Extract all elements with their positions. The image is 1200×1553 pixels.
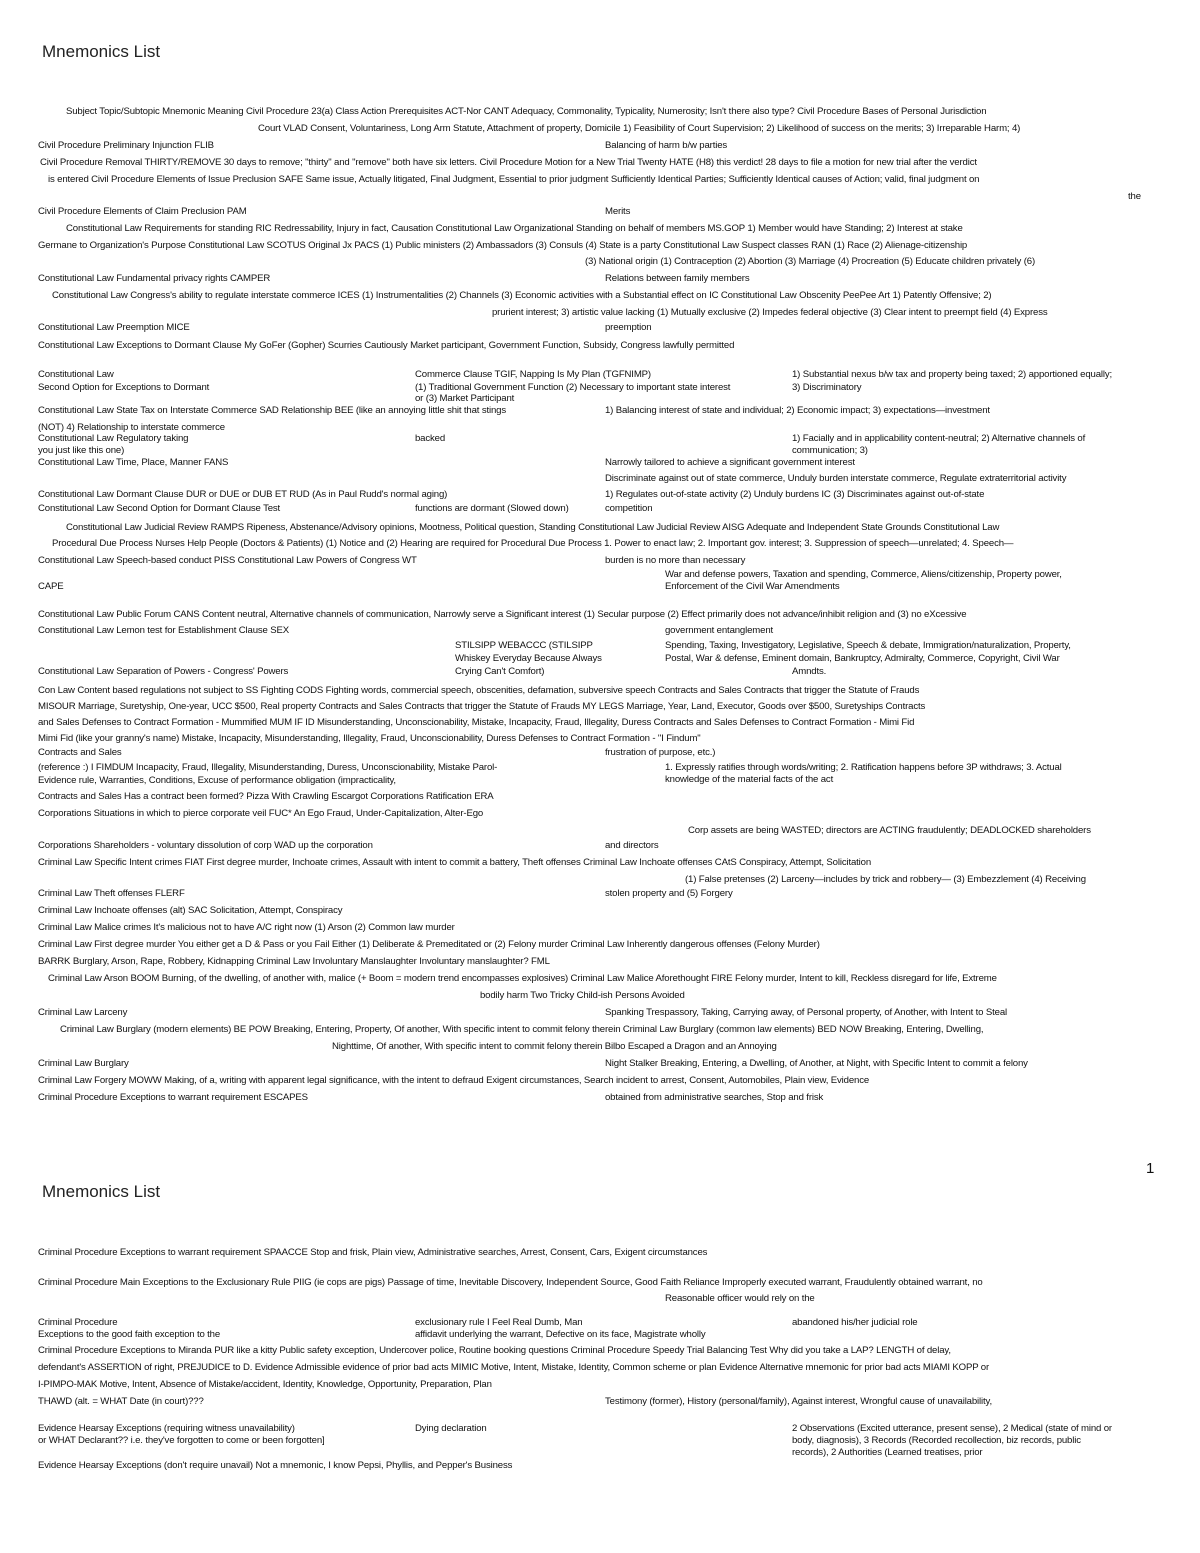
text-line: Enforcement of the Civil War Amendments [665, 581, 840, 592]
text-line: Constitutional Law [38, 369, 114, 380]
text-line: 1) Facially and in applicability content-neutral; 2) Alternative channels of [792, 433, 1086, 444]
text-line: (NOT) 4) Relationship to interstate commerce [38, 422, 225, 433]
text-line: Criminal Law Inchoate offenses (alt) SAC Solicitation, Attempt, Conspiracy [38, 905, 343, 916]
text-line: Con Law Content based regulations not subject to SS Fighting CODS Fighting words, commercial speech, obscenities, defamation, subversive speech Contracts and Sales Contracts that trigger the Statute of Frauds [38, 685, 920, 696]
text-line: exclusionary rule I Feel Real Dumb, Man [415, 1317, 583, 1328]
text-line: records), 2 Authorities (Learned treatises, prior [792, 1447, 983, 1458]
text-line: communication; 3) [792, 445, 868, 456]
text-line: (1) Traditional Government Function (2) Necessary to important state interest [415, 382, 731, 393]
text-line: Criminal Procedure Exceptions to warrant requirement SPAACCE Stop and frisk, Plain view, Administrative searches, Arrest, Consent, Cars, Exigent circumstances [38, 1247, 708, 1258]
text-line: 1) Substantial nexus b/w tax and property being taxed; 2) apportioned equally; [792, 369, 1113, 380]
text-line: government entanglement [665, 625, 774, 636]
text-line: Exceptions to the good faith exception to the [38, 1329, 221, 1340]
text-line: Corporations Shareholders - voluntary dissolution of corp WAD up the corporation [38, 840, 373, 851]
text-line: Commerce Clause TGIF, Napping Is My Plan (TGFNIMP) [415, 369, 651, 380]
text-line: Constitutional Law Fundamental privacy rights CAMPER [38, 273, 271, 284]
text-line: functions are dormant (Slowed down) [415, 503, 569, 514]
text-line: Constitutional Law Judicial Review RAMPS Ripeness, Abstenance/Advisory opinions, Mootness, Political question, Standing Constitutional Law Judicial Review AISG Adequate and Independent State Grounds Constitutional Law [66, 522, 1000, 533]
text-line: stolen property and (5) Forgery [605, 888, 733, 899]
text-line: Criminal Procedure Exceptions to Miranda PUR like a kitty Public safety exception, Undercover police, Routine booking questions Criminal Procedure Speedy Trial Balancing Test Why did you take a LAP? LENGTH of delay, [38, 1345, 951, 1356]
text-line: THAWD (alt. = WHAT Date (in court)??? [38, 1396, 204, 1407]
text-line: Criminal Law Specific Intent crimes FIAT First degree murder, Inchoate crimes, Assault with intent to commit a battery, Theft offenses Criminal Law Inchoate offenses CAtS Conspiracy, Attempt, Solicitation [38, 857, 872, 868]
text-line: Procedural Due Process Nurses Help People (Doctors & Patients) (1) Notice and (2) Hearing are required for Procedural Due Process 1. Power to enact law; 2. Important gov. interest; 3. Suppression of speech—unrelated; 4. Speech— [52, 538, 1014, 549]
text-line: backed [415, 433, 446, 444]
text-line: Criminal Law Theft offenses FLERF [38, 888, 185, 899]
text-line: Civil Procedure Removal THIRTY/REMOVE 30 days to remove; "thirty" and "remove" both have six letters. Civil Procedure Motion for a New Trial Twenty HATE (H8) this verdict! 28 days to file a motion for new trial after the verdict [40, 157, 977, 168]
text-line: bodily harm Two Tricky Child-ish Persons Avoided [480, 990, 685, 1001]
text-line: 3) Discriminatory [792, 382, 862, 393]
text-line: Whiskey Everyday Because Always [455, 653, 602, 664]
text-line: Evidence Hearsay Exceptions (requiring witness unavailability) [38, 1423, 295, 1434]
text-line: Criminal Law Burglary [38, 1058, 129, 1069]
text-line: Constitutional Law State Tax on Interstate Commerce SAD Relationship BEE (like an annoying little shit that stings [38, 405, 506, 416]
text-line: you just like this one) [38, 445, 125, 456]
page-title: Mnemonics List [42, 42, 161, 61]
text-line: (3) National origin (1) Contraception (2) Abortion (3) Marriage (4) Procreation (5) Educate children privately (6) [585, 256, 1035, 267]
text-line: body, diagnosis), 3 Records (Recorded recollection, biz records, public [792, 1435, 1081, 1446]
text-line: Subject Topic/Subtopic Mnemonic Meaning Civil Procedure 23(a) Class Action Prerequisites ACT-Nor CANT Adequacy, Commonality, Typicality, Numerosity; Isn't there also type? Civil Procedure Bases of Personal Jurisdiction [66, 106, 987, 117]
text-line: I-PIMPO-MAK Motive, Intent, Absence of Mistake/accident, Identity, Knowledge, Opportunity, Preparation, Plan [38, 1379, 492, 1390]
text-line: War and defense powers, Taxation and spending, Commerce, Aliens/citizenship, Property power, [665, 569, 1062, 580]
text-line: Merits [605, 206, 631, 217]
text-line: Criminal Procedure [38, 1317, 118, 1328]
text-line: Spanking Trespassory, Taking, Carrying away, of Personal property, of Another, with Intent to Steal [605, 1007, 1007, 1018]
text-line: Narrowly tailored to achieve a significant government interest [605, 457, 855, 468]
text-line: or WHAT Declarant?? i.e. they've forgotten to come or been forgotten] [38, 1435, 325, 1446]
text-line: Criminal Law Arson BOOM Burning, of the dwelling, of another with, malice (+ Boom = modern trend encompasses explosives) Criminal Law Malice Aforethought FIRE Felony murder, Intent to kill, Reckless disregard for life, Extreme [48, 973, 997, 984]
text-line: the [1128, 191, 1141, 202]
text-line: Mimi Fid (like your granny's name) Mistake, Incapacity, Misunderstanding, Illegality, Fraud, Unconscionability, Duress Defenses to Contract Formation - "I Findum" [38, 733, 701, 744]
text-line: Testimony (former), History (personal/family), Against interest, Wrongful cause of unavailability, [605, 1396, 992, 1407]
page-title: Mnemonics List [42, 1182, 161, 1201]
text-line: prurient interest; 3) artistic value lacking (1) Mutually exclusive (2) Impedes federal objective (3) Clear intent to preempt field (4) Express [492, 307, 1048, 318]
text-line: Constitutional Law Second Option for Dormant Clause Test [38, 503, 281, 514]
text-line: Dying declaration [415, 1423, 487, 1434]
text-line: 1) Regulates out-of-state activity (2) Unduly burdens IC (3) Discriminates against out-of-state [605, 489, 985, 500]
text-line: 1) Balancing interest of state and individual; 2) Economic impact; 3) expectations—investment [605, 405, 990, 416]
text-line: Constitutional Law Congress's ability to regulate interstate commerce ICES (1) Instrumentalities (2) Channels (3) Economic activities with a Substantial effect on IC Constitutional Law Obscenity PeePee Art 1) Patently Offensive; 2) [52, 290, 992, 301]
text-line: Constitutional Law Requirements for standing RIC Redressability, Injury in fact, Causation Constitutional Law Organizational Standing on behalf of members MS.GOP 1) Member would have Standing; 2) Interest at stake [66, 223, 963, 234]
text-line: Criminal Law First degree murder You either get a D & Pass or you Fail Either (1) Deliberate & Premeditated or (2) Felony murder Criminal Law Inherently dangerous offenses (Felony Murder) [38, 939, 820, 950]
text-line: Criminal Procedure Main Exceptions to the Exclusionary Rule PIIG (ie cops are pigs) Passage of time, Inevitable Discovery, Independent Source, Good Faith Reliance Improperly executed warrant, Fraudulently obtained warrant, no [38, 1277, 983, 1288]
text-line: Constitutional Law Dormant Clause DUR or DUE or DUB ET RUD (As in Paul Rudd's normal aging) [38, 489, 448, 500]
text-line: Nighttime, Of another, With specific intent to commit felony therein Bilbo Escaped a Dragon and an Annoying [332, 1041, 777, 1052]
text-line: Contracts and Sales Has a contract been formed? Pizza With Crawling Escargot Corporations Ratification ERA [38, 791, 494, 802]
text-line: frustration of purpose, etc.) [605, 747, 716, 758]
text-line: Balancing of harm b/w parties [605, 140, 728, 151]
text-line: Civil Procedure Elements of Claim Preclusion PAM [38, 206, 247, 217]
text-line: Criminal Law Burglary (modern elements) BE POW Breaking, Entering, Property, Of another, With specific intent to commit felony therein Criminal Law Burglary (common law elements) BED NOW Breaking, Entering, Dwelling, [60, 1024, 984, 1035]
text-line: (1) False pretenses (2) Larceny—includes by trick and robbery— (3) Embezzlement (4) Receiving [685, 874, 1086, 885]
text-line: Night Stalker Breaking, Entering, a Dwelling, of Another, at Night, with Specific Intent to commit a felony [605, 1058, 1028, 1069]
text-line: (reference :) I FIMDUM Incapacity, Fraud, Illegality, Misunderstanding, Duress, Unconscionability, Mistake Parol- [38, 762, 498, 773]
text-line: Constitutional Law Separation of Powers - Congress' Powers [38, 666, 289, 677]
text-line: Germane to Organization's Purpose Constitutional Law SCOTUS Original Jx PACS (1) Public ministers (2) Ambassadors (3) Consuls (4) State is a party Constitutional Law Suspect classes RAN (1) Race (2) Alienage-citizenship [38, 240, 968, 251]
text-line: MISOUR Marriage, Suretyship, One-year, UCC $500, Real property Contracts and Sales Contracts that trigger the Statute of Frauds MY LEGS Marriage, Year, Land, Executor, Goods over $500, Suretyships Contracts [38, 701, 926, 712]
text-line: Court VLAD Consent, Voluntariness, Long Arm Statute, Attachment of property, Domicile 1) Feasibility of Court Supervision; 2) Likelihood of success on the merits; 3) Irreparable Harm; 4) [258, 123, 1021, 134]
page-number: 1 [1146, 1160, 1155, 1177]
text-line: Amndts. [792, 666, 827, 677]
text-line: Constitutional Law Lemon test for Establishment Clause SEX [38, 625, 289, 636]
text-line: and Sales Defenses to Contract Formation - Mummified MUM IF ID Misunderstanding, Unconscionability, Mistake, Incapacity, Fraud, Illegality, Duress Contracts and Sales Defenses to Contract Formation - Mimi Fid [38, 717, 915, 728]
text-line: or (3) Market Participant [415, 393, 515, 404]
text-line: Reasonable officer would rely on the [665, 1293, 815, 1304]
text-line: Constitutional Law Speech-based conduct PISS Constitutional Law Powers of Congress WT [38, 555, 417, 566]
text-line: Crying Can't Comfort) [455, 666, 545, 677]
text-line: Spending, Taxing, Investigatory, Legislative, Speech & debate, Immigration/naturalization, Property, [665, 640, 1071, 651]
text-line: Constitutional Law Regulatory taking [38, 433, 189, 444]
text-line: competition [605, 503, 653, 514]
text-line: Evidence rule, Warranties, Conditions, Excuse of performance obligation (impracticality, [38, 775, 396, 786]
text-line: obtained from administrative searches, Stop and frisk [605, 1092, 824, 1103]
text-line: STILSIPP WEBACCC (STILSIPP [455, 640, 593, 651]
text-line: Constitutional Law Time, Place, Manner FANS [38, 457, 229, 468]
text-line: Criminal Law Malice crimes It's malicious not to have A/C right now (1) Arson (2) Common law murder [38, 922, 455, 933]
text-line: Corp assets are being WASTED; directors are ACTING fraudulently; DEADLOCKED shareholders [688, 825, 1091, 836]
text-line: preemption [605, 322, 652, 333]
text-line: Evidence Hearsay Exceptions (don't require unavail) Not a mnemonic, I know Pepsi, Phyllis, and Pepper's Business [38, 1460, 513, 1471]
text-line: and directors [605, 840, 659, 851]
text-line: Relations between family members [605, 273, 750, 284]
text-line: knowledge of the material facts of the act [665, 774, 834, 785]
text-line: 2 Observations (Excited utterance, present sense), 2 Medical (state of mind or [792, 1423, 1112, 1434]
text-line: Criminal Law Larceny [38, 1007, 128, 1018]
text-line: Discriminate against out of state commerce, Unduly burden interstate commerce, Regulate extraterritorial activity [605, 473, 1067, 484]
text-line: Criminal Law Forgery MOWW Making, of a, writing with apparent legal significance, with the intent to defraud Exigent circumstances, Search incident to arrest, Consent, Automobiles, Plain view, Evidence [38, 1075, 870, 1086]
text-line: Civil Procedure Preliminary Injunction FLIB [38, 140, 214, 151]
text-line: affidavit underlying the warrant, Defective on its face, Magistrate wholly [415, 1329, 706, 1340]
text-line: is entered Civil Procedure Elements of Issue Preclusion SAFE Same issue, Actually litigated, Final Judgment, Essential to prior judgment Sufficiently Identical Parties; Sufficiently Identical causes of Action; valid, final judgment on [48, 174, 980, 185]
text-line: Constitutional Law Preemption MICE [38, 322, 190, 333]
text-line: Postal, War & defense, Eminent domain, Bankruptcy, Admiralty, Commerce, Copyright, Civil War [665, 653, 1060, 664]
text-line: Contracts and Sales [38, 747, 122, 758]
text-line: Constitutional Law Exceptions to Dormant Clause My GoFer (Gopher) Scurries Cautiously Market participant, Government Function, Subsidy, Congress lawfully permitted [38, 340, 735, 351]
text-line: BARRK Burglary, Arson, Rape, Robbery, Kidnapping Criminal Law Involuntary Manslaughter Involuntary manslaughter? FML [38, 956, 550, 967]
text-line: Second Option for Exceptions to Dormant [38, 382, 210, 393]
text-line: burden is no more than necessary [605, 555, 746, 566]
text-line: defendant's ASSERTION of right, PREJUDICE to D. Evidence Admissible evidence of prior bad acts MIMIC Motive, Intent, Mistake, Identity, Common scheme or plan Evidence Alternative mnemonic for prior bad acts MIAMI KOPP or [38, 1362, 990, 1373]
text-line: abandoned his/her judicial role [792, 1317, 918, 1328]
text-line: Corporations Situations in which to pierce corporate veil FUC* An Ego Fraud, Under-Capitalization, Alter-Ego [38, 808, 484, 819]
text-line: Constitutional Law Public Forum CANS Content neutral, Alternative channels of communication, Narrowly serve a Significant interest (1) Secular purpose (2) Effect primarily does not advance/inhibit religion and (3) no eXcessive [38, 609, 967, 620]
text-line: CAPE [38, 581, 64, 592]
text-line: Criminal Procedure Exceptions to warrant requirement ESCAPES [38, 1092, 308, 1103]
text-line: 1. Expressly ratifies through words/writing; 2. Ratification happens before 3P withdraws; 3. Actual [665, 762, 1062, 773]
